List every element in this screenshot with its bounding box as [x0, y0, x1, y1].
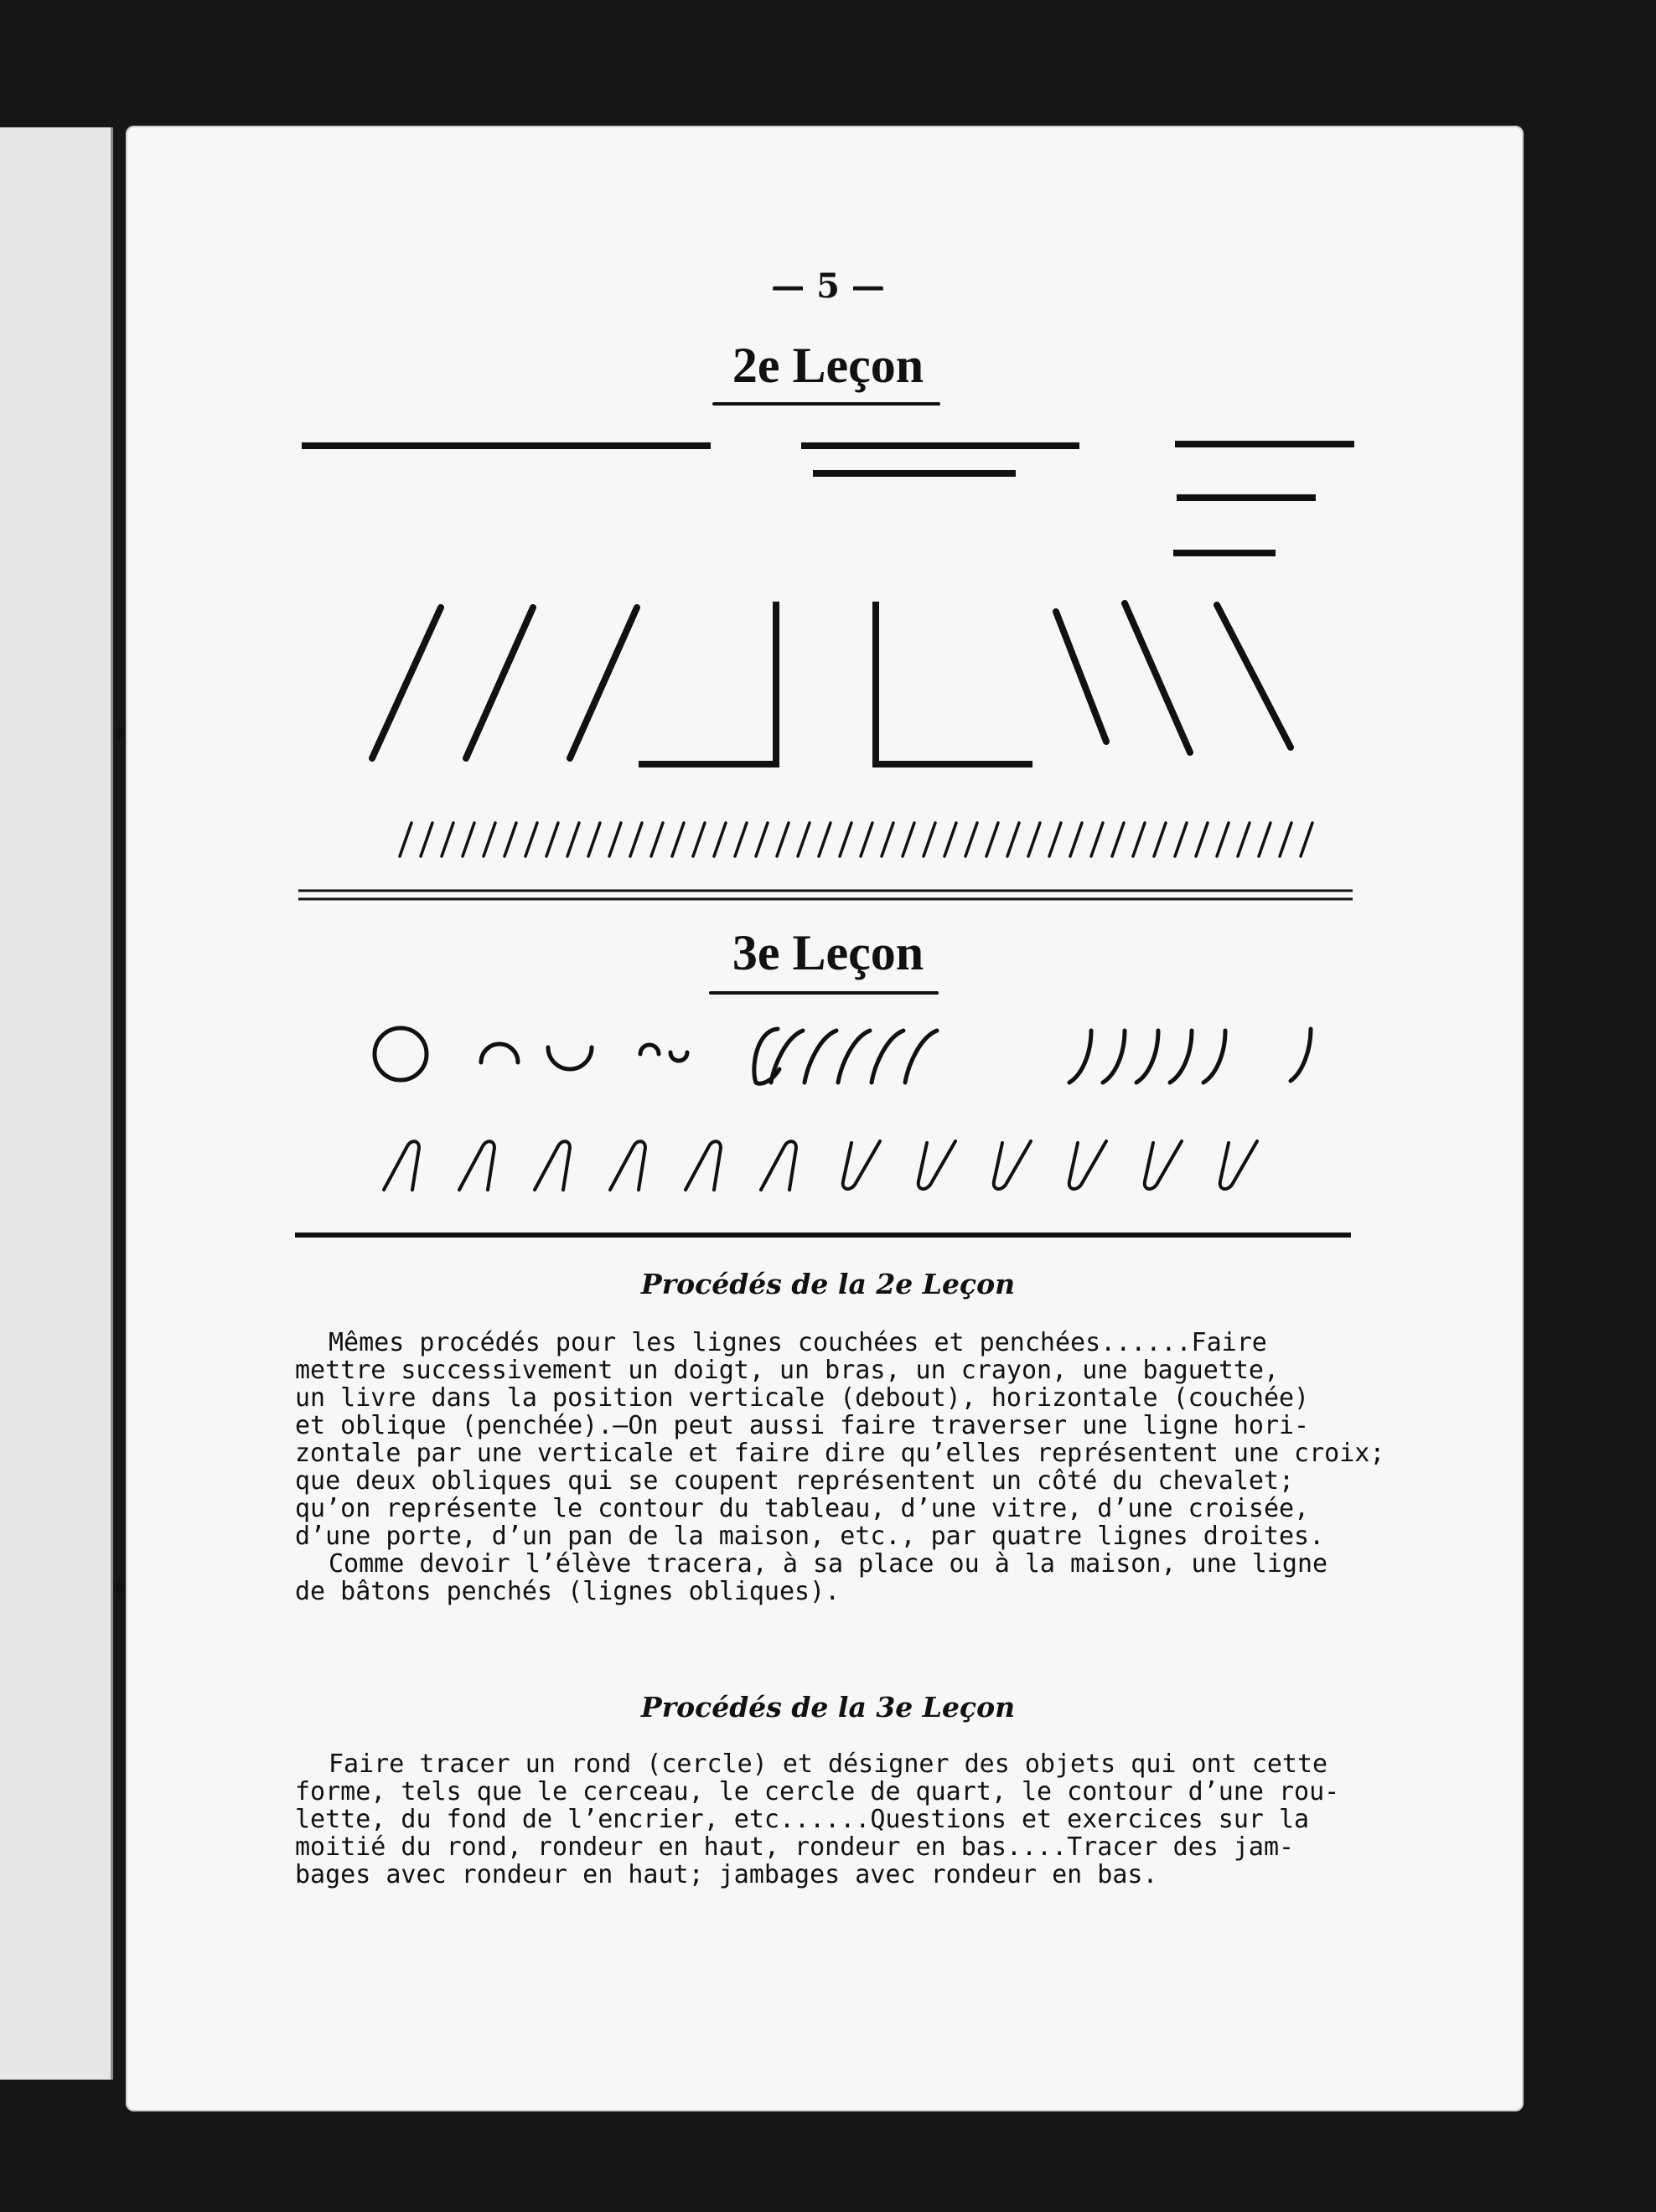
rounded-strokes	[384, 1141, 1257, 1190]
horizontal-lines	[302, 444, 1354, 553]
lesson-2-title: 2e Leçon	[732, 338, 924, 393]
double-rule	[298, 891, 1353, 899]
text-line: Faire tracer un rond (cercle) et désigner des objets qui ont cette	[329, 1749, 1328, 1779]
lesson-3-title: 3e Leçon	[732, 925, 924, 980]
text-line: de bâtons penchés (lignes obliques).	[295, 1577, 841, 1606]
text-line: qu’on représente le contour du tableau, d’une vitre, d’une croisée,	[295, 1494, 1310, 1523]
procedes-3-title: Procédés de la 3e Leçon	[640, 1691, 1016, 1724]
text-line: d’une porte, d’un pan de la maison, etc., par quatre lignes droites.	[295, 1522, 1325, 1551]
row-of-small-slants	[400, 823, 1312, 856]
text-line: zontale par une verticale et faire dire qu’elles représentent une croix;	[295, 1439, 1385, 1468]
text-line: un livre dans la position verticale (debout), horizontale (couchée)	[295, 1383, 1310, 1413]
text-line: mettre successivement un doigt, un bras, un crayon, une baguette,	[295, 1356, 1279, 1385]
text-line: que deux obliques qui se coupent représentent un côté du chevalet;	[295, 1466, 1295, 1496]
text-line: Comme devoir l’élève tracera, à sa place ou à la maison, une ligne	[329, 1549, 1328, 1579]
procedes-2-title: Procédés de la 2e Leçon	[640, 1268, 1016, 1300]
slanted-and-vertical-lines	[372, 602, 1291, 764]
text-line: Mêmes procédés pour les lignes couchées et penchées......Faire	[329, 1328, 1267, 1357]
circles-and-curves	[375, 1028, 1311, 1083]
text-line: lette, du fond de l’encrier, etc......Questions et exercices sur la	[295, 1805, 1310, 1834]
page-number: — 5 —	[771, 266, 885, 306]
text-line: et oblique (penchée).—On peut aussi faire traverser une ligne hori-	[295, 1411, 1310, 1440]
text-line: bages avec rondeur en haut; jambages avec rondeur en bas.	[295, 1860, 1158, 1889]
text-line: forme, tels que le cerceau, le cercle de quart, le contour d’une rou-	[295, 1777, 1340, 1806]
text-line: moitié du rond, rondeur en haut, rondeur en bas....Tracer des jam-	[295, 1832, 1295, 1862]
